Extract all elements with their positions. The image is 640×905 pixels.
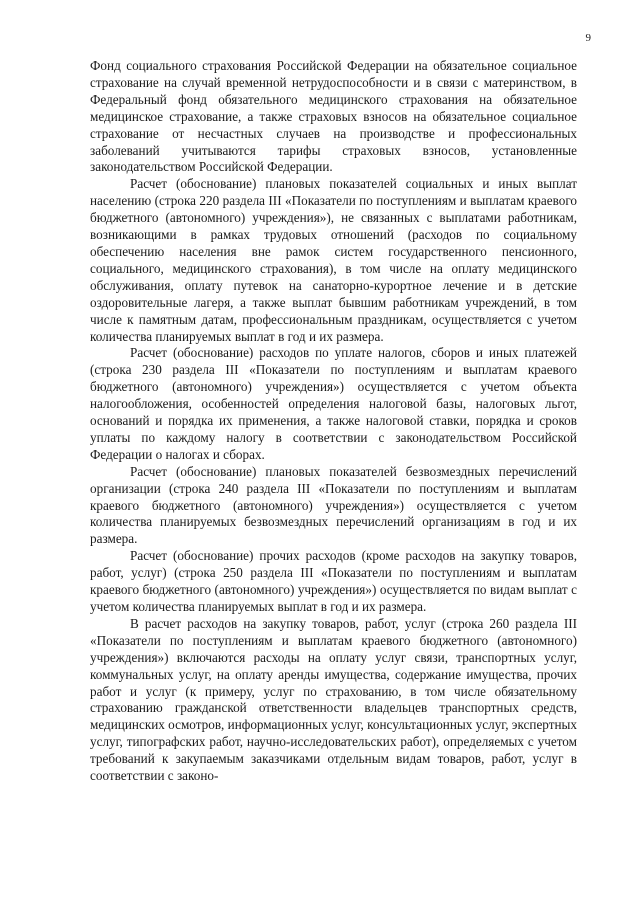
paragraph-2: Расчет (обоснование) плановых показателей социальных и иных выплат населению (строка 220 раздела III «Показатели по поступлениям и выплатам краевого бюджетного (автономного) учреждения»), не связанных с выплатами работникам, возникающими в рамках трудовых отношений (расходов по социальному обеспечению населения вне рамок систем государственного пенсионного, социального, медицинского страхования), в том числе на оплату медицинского обслуживания, оплату путевок на санаторно-курортное лечение и в детские оздоровительные лагеря, а также выплат бывшим работникам учреждений, в том числе к памятным датам, профессиональным праздникам, осуществляется с учетом количества планируемых выплат в год и их размера. bbox=[90, 176, 577, 344]
paragraph-3: Расчет (обоснование) расходов по уплате налогов, сборов и иных платежей (строка 230 раздела III «Показатели по поступлениям и выплатам краевого бюджетного (автономного) учреждения») осуществляется с учетом объекта налогообложения, особенностей определения налоговой базы, налоговых льгот, оснований и порядка их применения, а также налоговой ставки, порядка и сроков уплаты по каждому налогу в соответствии с законодательством Российской Федерации о налогах и сборах. bbox=[90, 345, 577, 462]
paragraph-1: Фонд социального страхования Российской Федерации на обязательное социальное страхование на случай временной нетрудоспособности и в связи с материнством, в Федеральный фонд обязательного медицинского страхования на обязательное медицинское страхование, а также страховых взносов на обязательное социальное страхование от несчастных случаев на производстве и профессиональных заболеваний учитываются тарифы страховых взносов, установленные законодательством Российской Федерации. bbox=[90, 58, 577, 175]
document-body bbox=[90, 58, 577, 785]
paragraph-5: Расчет (обоснование) прочих расходов (кроме расходов на закупку товаров, работ, услуг) (строка 250 раздела III «Показатели по поступлениям и выплатам краевого бюджетного (автономного) учреждения») осуществляется по видам выплат с учетом количества планируемых выплат в год и их размера. bbox=[90, 548, 577, 614]
paragraph-6: В расчет расходов на закупку товаров, работ, услуг (строка 260 раздела III «Показатели по поступлениям и выплатам краевого бюджетного (автономного) учреждения») включаются расходы на оплату услуг связи, транспортных услуг, коммунальных услуг, на оплату аренды имущества, содержание имущества, прочих работ и услуг (к примеру, услуг по страхованию, в том числе обязательному страхованию гражданской ответственности владельцев транспортных средств, медицинских осмотров, информационных услуг, консультационных услуг, экспертных услуг, типографских работ, научно-исследовательских работ), определяемых с учетом требований к закупаемым заказчиками отдельным видам товаров, работ, услуг в соответствии с законо- bbox=[90, 615, 577, 784]
paragraph-4: Расчет (обоснование) плановых показателей безвозмездных перечислений организации (строка 240 раздела III «Показатели по поступлениям и выплатам краевого бюджетного (автономного) учреждения») осуществляется с учетом количества планируемых безвозмездных перечислений организациям в год и их размера. bbox=[90, 463, 577, 547]
page-number: 9 bbox=[585, 32, 591, 44]
